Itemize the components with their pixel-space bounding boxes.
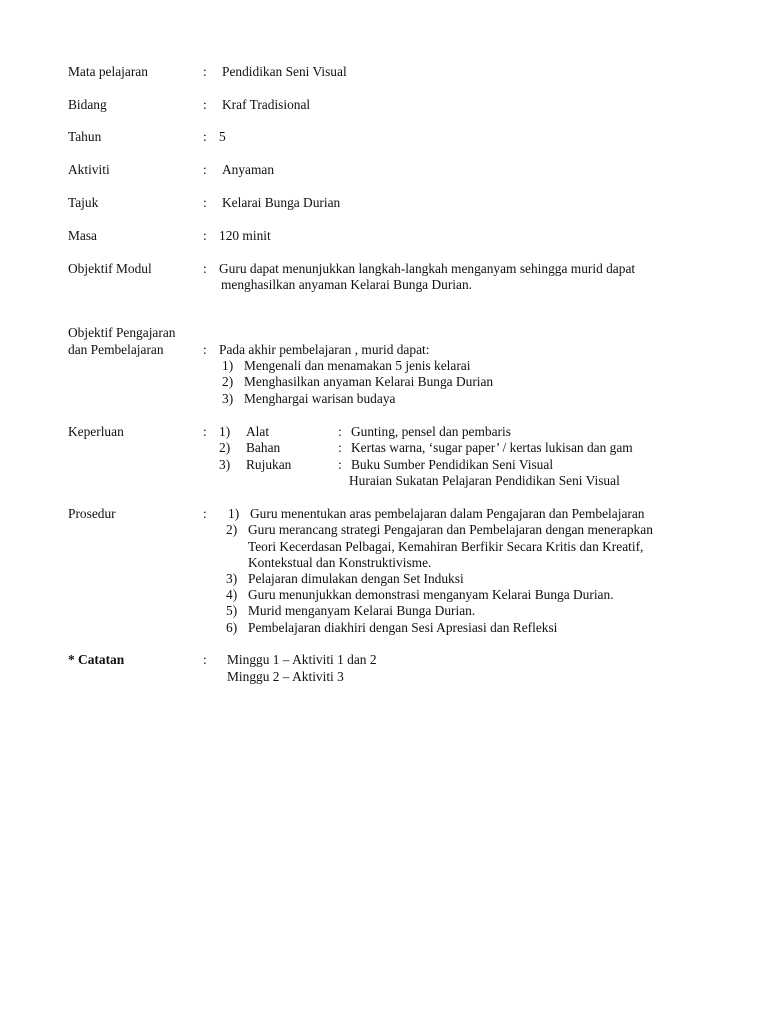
text-line: menghasilkan anyaman Kelarai Bunga Durian. bbox=[221, 277, 472, 292]
item-text: Guru menentukan aras pembelajaran dalam Pengajaran dan Pembelajaran bbox=[250, 506, 645, 521]
colon: : bbox=[338, 457, 342, 472]
item-name: Rujukan bbox=[246, 457, 292, 472]
item-number: 1) bbox=[219, 424, 231, 439]
field-label: Bidang bbox=[68, 97, 107, 112]
item-number: 2) bbox=[226, 522, 238, 537]
field-value: Kelarai Bunga Durian bbox=[222, 195, 341, 210]
item-text: Mengenali dan menamakan 5 jenis kelarai bbox=[244, 358, 471, 373]
colon: : bbox=[203, 162, 207, 177]
item-number: 1) bbox=[228, 506, 240, 521]
field-label: Mata pelajaran bbox=[68, 64, 148, 79]
item-text: Menghasilkan anyaman Kelarai Bunga Durian bbox=[244, 374, 494, 389]
section-label-line1: Objektif Pengajaran bbox=[68, 325, 176, 340]
item-text: Kontekstual dan Konstruktivisme. bbox=[248, 555, 432, 570]
text-line: Guru dapat menunjukkan langkah-langkah menganyam sehingga murid dapat bbox=[219, 261, 636, 276]
colon: : bbox=[203, 652, 207, 667]
field-value: Anyaman bbox=[222, 162, 275, 177]
field-value: 120 minit bbox=[219, 228, 271, 243]
field-value: Pendidikan Seni Visual bbox=[222, 64, 347, 79]
item-number: 3) bbox=[226, 571, 238, 586]
text-line: Minggu 2 – Aktiviti 3 bbox=[227, 669, 344, 684]
field-value: Kraf Tradisional bbox=[222, 97, 311, 112]
section-label: Prosedur bbox=[68, 506, 116, 521]
item-number: 5) bbox=[226, 603, 238, 618]
item-number: 6) bbox=[226, 620, 238, 635]
item-number: 4) bbox=[226, 587, 238, 602]
colon: : bbox=[203, 97, 207, 112]
colon: : bbox=[203, 129, 207, 144]
item-text: Murid menganyam Kelarai Bunga Durian. bbox=[248, 603, 476, 618]
item-name: Alat bbox=[246, 424, 270, 439]
item-value: Gunting, pensel dan pembaris bbox=[351, 424, 511, 439]
item-name: Bahan bbox=[246, 440, 281, 455]
item-value-continued: Huraian Sukatan Pelajaran Pendidikan Seni Visual bbox=[349, 473, 620, 488]
colon: : bbox=[203, 342, 207, 357]
field-label: Tahun bbox=[68, 129, 102, 144]
colon: : bbox=[203, 261, 207, 276]
colon: : bbox=[203, 506, 207, 521]
item-text: Guru merancang strategi Pengajaran dan Pembelajaran dengan menerapkan bbox=[248, 522, 653, 537]
section-label: * Catatan bbox=[68, 652, 125, 667]
colon: : bbox=[338, 440, 342, 455]
item-number: 3) bbox=[219, 457, 231, 472]
item-text: Guru menunjukkan demonstrasi menganyam Kelarai Bunga Durian. bbox=[248, 587, 614, 602]
item-text: Pelajaran dimulakan dengan Set Induksi bbox=[248, 571, 464, 586]
field-label: Masa bbox=[68, 228, 98, 243]
field-value: 5 bbox=[219, 129, 226, 144]
item-value: Buku Sumber Pendidikan Seni Visual bbox=[351, 457, 554, 472]
item-text: Menghargai warisan budaya bbox=[244, 391, 396, 406]
colon: : bbox=[338, 424, 342, 439]
intro-text: Pada akhir pembelajaran , murid dapat: bbox=[219, 342, 430, 357]
item-number: 1) bbox=[222, 358, 234, 373]
item-number: 3) bbox=[222, 391, 234, 406]
section-label: Keperluan bbox=[68, 424, 124, 439]
colon: : bbox=[203, 228, 207, 243]
field-label: Tajuk bbox=[68, 195, 99, 210]
item-number: 2) bbox=[222, 374, 234, 389]
colon: : bbox=[203, 64, 207, 79]
colon: : bbox=[203, 195, 207, 210]
item-text: Pembelajaran diakhiri dengan Sesi Apresiasi dan Refleksi bbox=[248, 620, 558, 635]
field-label: Aktiviti bbox=[68, 162, 110, 177]
section-label-line2: dan Pembelajaran bbox=[68, 342, 164, 357]
text-line: Minggu 1 – Aktiviti 1 dan 2 bbox=[227, 652, 377, 667]
colon: : bbox=[203, 424, 207, 439]
section-label: Objektif Modul bbox=[68, 261, 152, 276]
item-value: Kertas warna, ‘sugar paper’ / kertas lukisan dan gam bbox=[351, 440, 633, 455]
item-number: 2) bbox=[219, 440, 231, 455]
item-text: Teori Kecerdasan Pelbagai, Kemahiran Berfikir Secara Kritis dan Kreatif, bbox=[248, 539, 644, 554]
